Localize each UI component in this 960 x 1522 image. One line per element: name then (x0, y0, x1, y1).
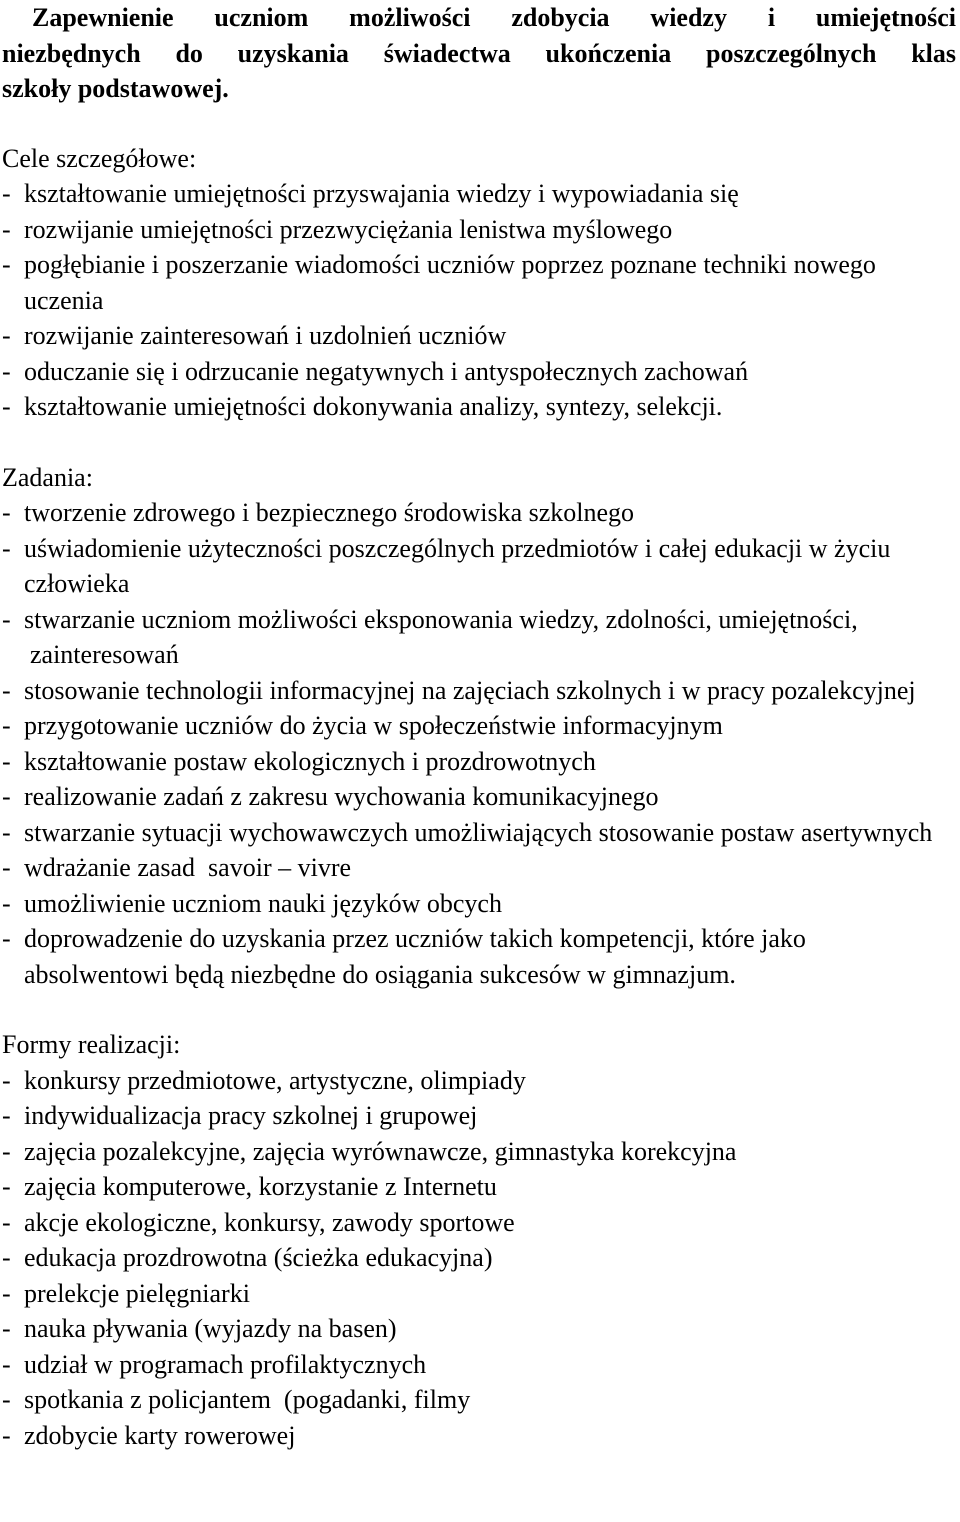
forms-heading: Formy realizacji: (2, 1030, 181, 1059)
list-item: - stosowanie technologii informacyjnej na zajęciach szkolnych i w pracy pozalekcyjnej (2, 673, 956, 709)
list-item: - rozwijanie umiejętności przezwyciężania lenistwa myślowego (2, 212, 956, 248)
list-dash: - (2, 746, 11, 776)
list-dash: - (2, 1136, 11, 1166)
list-dash: - (2, 675, 11, 705)
list-dash: - (2, 924, 11, 953)
list-dash: - (2, 1278, 11, 1308)
list-dash: - (2, 392, 11, 421)
list-item: - zdobycie karty rowerowej (2, 1418, 956, 1454)
list-dash: - (2, 321, 11, 350)
list-item: - oduczanie się i odrzucanie negatywnych i antyspołecznych zachowań (2, 354, 956, 390)
list-dash: - (2, 1172, 11, 1201)
list-item: - nauka pływania (wyjazdy na basen) (2, 1311, 956, 1347)
list-dash: - (2, 1314, 11, 1343)
list-item: - stwarzanie uczniom możliwości eksponowania wiedzy, zdolności, umiejętności, zainteresowań (2, 602, 956, 673)
list-dash: - (2, 1065, 11, 1095)
list-item: - prelekcje pielęgniarki (2, 1276, 956, 1312)
list-dash: - (2, 250, 11, 279)
tasks-section (2, 460, 956, 993)
list-dash: - (2, 711, 11, 740)
list-dash: - (2, 1385, 11, 1414)
list-dash: - (2, 1420, 11, 1450)
list-item: - przygotowanie uczniów do życia w społeczeństwie informacyjnym (2, 708, 956, 744)
list-item: - zajęcia pozalekcyjne, zajęcia wyrównawcze, gimnastyka korekcyjna (2, 1134, 956, 1170)
list-dash: - (2, 817, 11, 847)
tasks-heading: Zadania: (2, 462, 93, 492)
goals-heading: Cele szczegółowe: (2, 143, 197, 173)
list-item: - tworzenie zdrowego i bezpiecznego środowiska szkolnego (2, 495, 956, 531)
title-line-3: szkoły podstawowej. (2, 74, 229, 103)
list-item: - udział w programach profilaktycznych (2, 1347, 956, 1383)
list-dash: - (2, 853, 11, 882)
list-item: - realizowanie zadań z zakresu wychowania komunikacyjnego (2, 779, 956, 815)
list-item: - kształtowanie umiejętności dokonywania analizy, syntezy, selekcji. (2, 389, 956, 425)
list-dash: - (2, 1207, 11, 1237)
title-line-1: Zapewnienie uczniom możliwości zdobycia wiedzy i umiejętności (32, 3, 956, 32)
tasks-list (2, 495, 956, 992)
list-item: - akcje ekologiczne, konkursy, zawody sportowe (2, 1205, 956, 1241)
goals-section (2, 141, 956, 425)
list-dash: - (2, 782, 11, 811)
list-item: - kształtowanie postaw ekologicznych i prozdrowotnych (2, 744, 956, 780)
list-item: - pogłębianie i poszerzanie wiadomości uczniów poprzez poznane techniki nowego uczenia (2, 247, 956, 318)
list-item: - stwarzanie sytuacji wychowawczych umożliwiających stosowanie postaw asertywnych (2, 815, 956, 851)
list-dash: - (2, 1243, 11, 1272)
list-item: - zajęcia komputerowe, korzystanie z Internetu (2, 1169, 956, 1205)
list-item: - kształtowanie umiejętności przyswajania wiedzy i wypowiadania się (2, 176, 956, 212)
list-item: - umożliwienie uczniom nauki języków obcych (2, 886, 956, 922)
list-item: - uświadomienie użyteczności poszczególnych przedmiotów i całej edukacji w życiu człowieka (2, 531, 956, 602)
forms-list (2, 1063, 956, 1454)
list-item: - edukacja prozdrowotna (ścieżka edukacyjna) (2, 1240, 956, 1276)
list-dash: - (2, 356, 11, 386)
list-dash: - (2, 1349, 11, 1379)
list-item: - indywidualizacja pracy szkolnej i grupowej (2, 1098, 956, 1134)
list-dash: - (2, 1101, 11, 1130)
document-title-cont (2, 36, 956, 107)
document-title (2, 0, 956, 36)
forms-section (2, 1027, 956, 1453)
list-dash: - (2, 179, 11, 208)
list-item: - rozwijanie zainteresowań i uzdolnień uczniów (2, 318, 956, 354)
list-dash: - (2, 533, 11, 563)
list-dash: - (2, 498, 11, 527)
list-dash: - (2, 214, 11, 244)
title-line-2: niezbędnych do uzyskania świadectwa ukończenia poszczególnych klas (2, 38, 956, 68)
list-dash: - (2, 888, 11, 918)
list-dash: - (2, 604, 11, 634)
list-item: - doprowadzenie do uzyskania przez uczniów takich kompetencji, które jako absolwentowi będą niezbędne do osiągania sukcesów w gimnazjum. (2, 921, 956, 992)
goals-list (2, 176, 956, 425)
list-item: - wdrażanie zasad savoir – vivre (2, 850, 956, 886)
list-item: - spotkania z policjantem (pogadanki, filmy (2, 1382, 956, 1418)
list-item: - konkursy przedmiotowe, artystyczne, olimpiady (2, 1063, 956, 1099)
